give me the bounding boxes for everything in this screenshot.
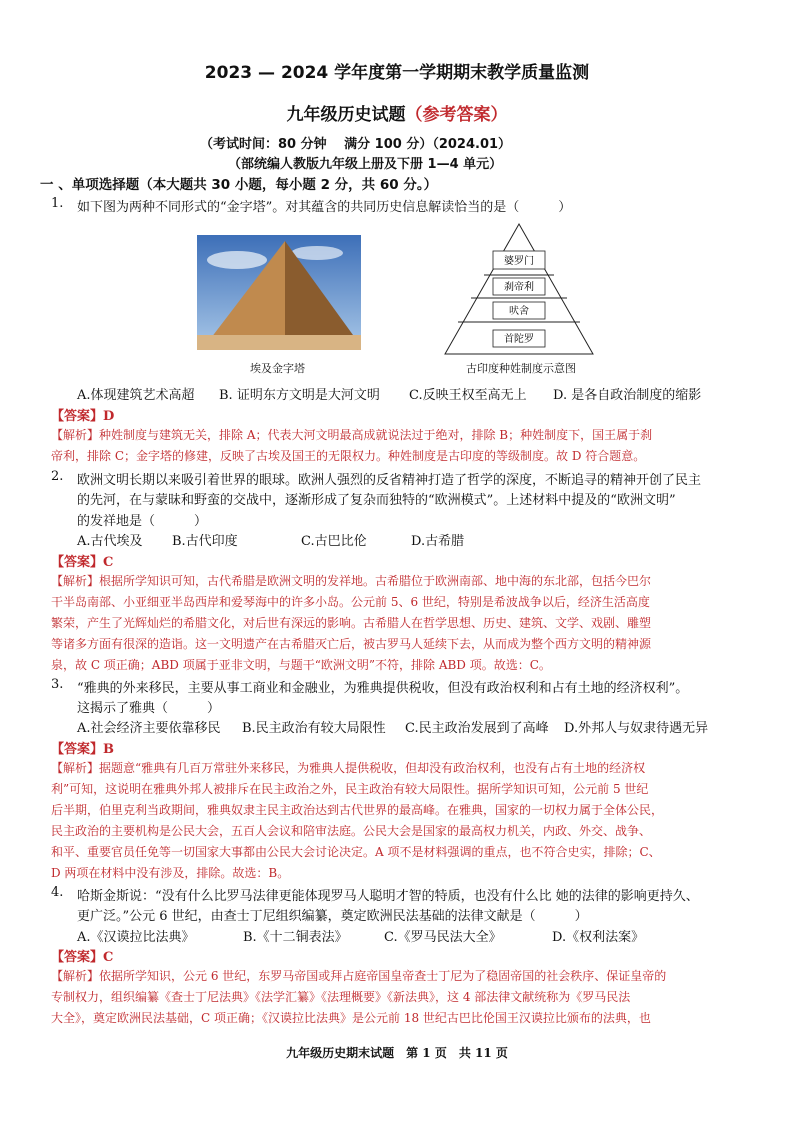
- question-number: 3.: [51, 677, 64, 692]
- question-text: 更广泛。”公元 6 世纪，由查士丁尼组织编纂，奠定欧洲民法基础的法律文献是（ ）: [77, 909, 588, 924]
- option-c: C.民主政治发展到了高峰: [405, 721, 549, 736]
- answer-label: 【答案】C: [51, 555, 114, 570]
- caption-caste: 古印度种姓制度示意图: [466, 362, 576, 375]
- caste-level-3: 吠舍: [509, 306, 529, 317]
- option-c: C.反映王权至高无上: [409, 388, 527, 403]
- option-b: B.民主政治有较大局限性: [242, 721, 386, 736]
- subtitle-answer-tag: （参考答案）: [405, 105, 508, 125]
- analysis-line: 【解析】据题意“雅典有几百万常驻外来移民，为雅典人提供税收，但却没有政治权利，也没有占有土地的经济权: [51, 761, 646, 775]
- analysis-line: 后半期，伯里克利当政期间，雅典奴隶主民主政治达到古代世界的最高峰。在雅典，国家的一切权力属于全体公民，: [51, 803, 664, 817]
- analysis-line: 等诸多方面有很深的造诣。这一文明遗产在古希腊灭亡后，被古罗马人延续下去，从而成为整个西方文明的精神源: [51, 637, 652, 651]
- option-c: C.古巴比伦: [301, 534, 367, 549]
- question-text: “雅典的外来移民，主要从事工商业和金融业，为雅典提供税收，但没有政治权利和占有土地的经济权利”。: [77, 681, 689, 696]
- subtitle-main: 九年级历史试题: [286, 105, 406, 125]
- analysis-line: 民主政治的主要机构是公民大会，五百人会议和陪审法庭。公民大会是国家的最高权力机关，内政、外交、战争、: [51, 824, 652, 838]
- analysis-line: 【解析】依据所学知识，公元 6 世纪，东罗马帝国或拜占庭帝国皇帝查士丁尼为了稳固帝国的社会秩序、保证皇帝的: [51, 969, 667, 983]
- analysis-line: 【解析】种姓制度与建筑无关，排除 A；代表大河文明最高成就说法过于绝对，排除 B；种姓制度下，国王属于刹: [51, 428, 653, 442]
- question-text: 这揭示了雅典（ ）: [77, 701, 221, 716]
- analysis-line: 帝利，排除 C；金字塔的修建，反映了古埃及国王的无限权力。种姓制度是古印度的等级制度。故 D 符合题意。: [51, 449, 646, 463]
- question-text: 如下图为两种不同形式的“金字塔”。对其蕴含的共同历史信息解读恰当的是（ ）: [77, 200, 572, 215]
- option-a: A.体现建筑艺术高超: [77, 388, 195, 403]
- caste-pyramid-diagram: [441, 222, 597, 357]
- analysis-line: 大全》，奠定欧洲民法基础，C 项正确；《汉谟拉比法典》是公元前 18 世纪古巴比伦国王汉谟拉比颁布的法典，也: [51, 1011, 651, 1025]
- answer-label: 【答案】D: [51, 409, 115, 424]
- option-c: C.《罗马民法大全》: [384, 930, 502, 945]
- caste-level-2: 刹帝利: [504, 282, 534, 293]
- exam-edition: （部统编人教版九年级上册及下册 1—4 单元）: [228, 157, 503, 172]
- analysis-line: 干半岛南部、小亚细亚半岛西岸和爱琴海中的许多小岛。公元前 5、6 世纪，特别是希波战争以后，经济生活高度: [51, 595, 650, 609]
- page-footer: 九年级历史期末试题 第 1 页 共 11 页: [286, 1046, 508, 1060]
- analysis-line: 繁荣，产生了光辉灿烂的希腊文化，对后世有深远的影响。古希腊人在哲学思想、历史、建筑、文学、戏剧、雕塑: [51, 616, 652, 630]
- exam-title: 2023 — 2024 学年度第一学期期末教学质量监测: [204, 63, 590, 83]
- analysis-line: 泉，故 C 项正确；ABD 项属于亚非文明，与题干“欧洲文明”不符，排除 ABD 项。故选：C。: [51, 658, 551, 672]
- option-b: B.《十二铜表法》: [243, 930, 348, 945]
- question-text: 的先河，在与蒙昧和野蛮的交战中，逐渐形成了复杂而独特的“欧洲模式”。上述材料中提及的“欧洲文明”: [77, 493, 676, 508]
- question-number: 1.: [51, 196, 64, 211]
- option-d: D.《权利法案》: [552, 930, 645, 945]
- option-a: A.古代埃及: [77, 534, 143, 549]
- analysis-line: 和平、重要官员任免等一切国家大事都由公民大会讨论决定。A 项不是材料强调的重点，也不符合史实，排除；C、: [51, 845, 661, 859]
- question-number: 2.: [51, 469, 64, 484]
- question-text: 哈斯金斯说：“没有什么比罗马法律更能体现罗马人聪明才智的特质，也没有什么比 她的法律的影响更持久、: [77, 889, 699, 904]
- option-d: D. 是各自政治制度的缩影: [553, 388, 702, 403]
- analysis-line: 专制权力，组织编纂《查士丁尼法典》《法学汇纂》《法理概要》《新法典》，这 4 部法律文献统称为《罗马民法: [51, 990, 631, 1004]
- answer-label: 【答案】C: [51, 950, 114, 965]
- option-d: D.古希腊: [411, 534, 465, 549]
- caption-egypt: 埃及金字塔: [250, 362, 305, 375]
- option-b: B.古代印度: [172, 534, 238, 549]
- analysis-line: D 两项在材料中没有涉及，排除。故选：B。: [51, 866, 290, 880]
- question-number: 4.: [51, 885, 64, 900]
- option-a: A.《汉谟拉比法典》: [77, 930, 195, 945]
- option-a: A.社会经济主要依靠移民: [77, 721, 221, 736]
- question-text: 的发祥地是（ ）: [77, 514, 208, 529]
- question-text: 欧洲文明长期以来吸引着世界的眼球。欧洲人强烈的反省精神打造了哲学的深度，不断追寻的精神开创了民主: [77, 473, 702, 488]
- egypt-pyramid-image: [197, 235, 361, 350]
- answer-label: 【答案】B: [51, 742, 114, 757]
- option-b: B. 证明东方文明是大河文明: [219, 388, 380, 403]
- exam-info: （考试时间：80 分钟 满分 100 分）（2024.01）: [200, 137, 512, 152]
- section-heading: 一 、单项选择题（本大题共 30 小题，每小题 2 分，共 60 分。）: [40, 177, 438, 193]
- caste-level-4: 首陀罗: [504, 334, 534, 345]
- analysis-line: 利”可知，这说明在雅典外邦人被排斥在民主政治之外，民主政治有较大局限性。据所学知识可知，公元前 5 世纪: [51, 782, 649, 796]
- analysis-line: 【解析】根据所学知识可知，古代希腊是欧洲文明的发祥地。古希腊位于欧洲南部、地中海的东北部，包括今巴尔: [51, 574, 652, 588]
- exam-subtitle: [0, 100, 794, 125]
- caste-level-1: 婆罗门: [504, 256, 534, 267]
- option-d: D.外邦人与奴隶待遇无异: [564, 721, 709, 736]
